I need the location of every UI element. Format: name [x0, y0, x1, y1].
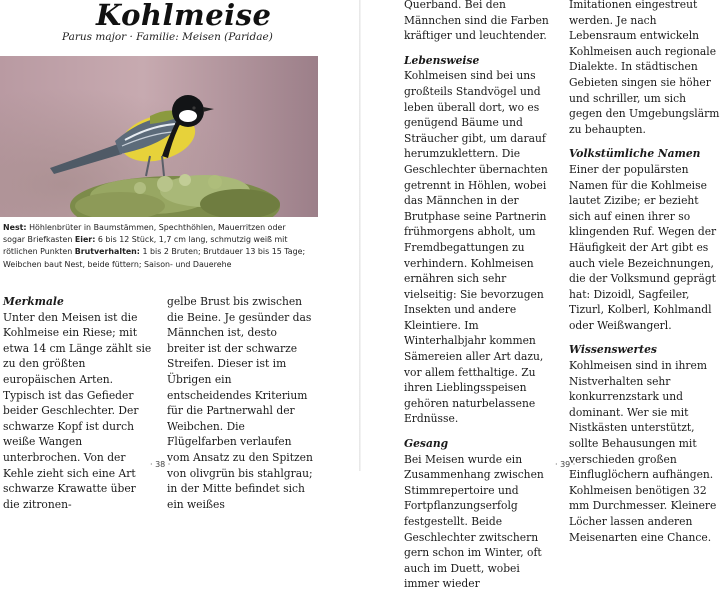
bird-photo — [0, 56, 318, 217]
caption-label-eier: Eier: — [74, 235, 96, 245]
merkmale-text-1: Unter den Meisen ist die Kohlmeise ein Riese; mit etwa 14 cm Länge zählt sie zu den größten europäischen Arten. Typisch ist das Gefieder beider Geschlechter. Der schwarze Kopf ist durch weiße Wangen unterbrochen. Von der Kehle zieht sich eine Art schwarze Krawatte über die zitronen- — [3, 310, 152, 511]
page-title: Kohlmeise — [96, 0, 272, 32]
left-page — [0, 0, 360, 511]
caption-label-nest: Nest: — [3, 223, 27, 232]
caption-text-nest: Höhlenbrüter in Baumstämmen, Spechthöhlen, Mauerritzen oder sogar Briefkasten — [3, 223, 286, 245]
namen-text: Einer der populärsten Namen für die Kohlmeise lautet Zizibe; er bezieht sich auf einen ihrer so klingenden Ruf. Wegen der Häufigkeit der Art gibt es auch viele Bezeichnungen, die der Volksmund geprägt hat: Dizoidl, Sagfeiler, Tizurl, Kolberl, Kohlmandl oder Weißwangerl. — [569, 162, 717, 332]
page-number-right: · 39 · — [555, 460, 576, 469]
nest-info-caption — [3, 222, 309, 271]
right-column-1 — [404, 0, 556, 592]
gesang-continued: Imitationen eingestreut werden. Je nach Lebensraum entwickeln Kohlmeisen auch regionale Dialekte. In städtischen Gebieten singen sie höher und schriller, um sich gegen den Umgebungslärm zu behaupten. — [569, 0, 720, 136]
merkmale-continued: Querband. Bei den Männchen sind die Farben kräftiger und leuchtender. — [404, 0, 549, 43]
caption-label-brutverhalten: Brutverhalten: — [74, 247, 140, 257]
gesang-text: Bei Meisen wurde ein Zusammenhang zwischen Stimmrepertoire und Fortpflanzungserfolg festgestellt. Beide Geschlechter zwitschern gern schon im Winter, oft auch im Duett, wobei immer wieder — [404, 452, 544, 591]
section-heading-volkstuemliche-namen: Volkstümliche Namen — [569, 147, 701, 161]
great-tit-illustration — [0, 56, 318, 217]
left-column-2 — [167, 294, 317, 512]
right-page — [360, 0, 720, 591]
left-column-1 — [3, 294, 155, 512]
lebensweise-text: Kohlmeisen sind bei uns großteils Standvögel und leben überall dort, wo es genügend Bäume und Sträucher gibt, um darauf herumzuklettern. Die Geschlechter übernachten getrennt in Höhlen, wobei das Männchen in der Brutphase seine Partnerin frühmorgens abholt, um Fremdbegattungen zu verhindern. Kohlmeisen ernähren sich sehr vielseitig: Sie bevorzugen Insekten und andere Kleintiere. Im Winterhalbjahr kommen Sämereien aller Art dazu, vor allem fetthaltige. Zu ihren Lieblingsspeisen gehören naturbelassene Erdnüsse. — [404, 69, 548, 426]
wissenswertes-text: Kohlmeisen sind in ihrem Nistverhalten sehr konkurrenzstark und dominant. Wer sie mit Nistkästen unterstützt, sollte Behausungen mit verschieden großen Einfluglöchern aufhängen. Kohlmeisen benötigen 32 mm Durchmesser. Kleinere Löcher lassen anderen Meisenarten eine Chance. — [569, 359, 717, 544]
section-heading-gesang: Gesang — [404, 437, 449, 451]
caption-text-brutverhalten: 1 bis 2 Bruten; Brutdauer 13 bis 15 Tage; Weibchen baut Nest, beide füttern; Saison- und Dauerehe — [3, 247, 306, 269]
right-column-2 — [569, 0, 720, 545]
merkmale-text-2: gelbe Brust bis zwischen die Beine. Je gesünder das Männchen ist, desto breiter ist der schwarze Streifen. Dieser ist im Übrigen ein entscheidendes Kriterium für die Partnerwahl der Weibchen. Die Flügelfarben verlaufen vom Ansatz zu den Spitzen von olivgrün bis stahlgrau; in der Mitte befindet sich ein weißes — [167, 295, 313, 511]
caption-text-eier: 6 bis 12 Stück, 1,7 cm lang, schmutzig weiß mit rötlichen Punkten — [3, 235, 288, 257]
page-number-left: · 38 · — [150, 460, 171, 469]
section-heading-wissenswertes: Wissenswertes — [569, 343, 657, 357]
section-heading-merkmale: Merkmale — [3, 295, 64, 308]
section-heading-lebensweise: Lebensweise — [404, 53, 480, 67]
species-subtitle: Parus major · Familie: Meisen (Paridae) — [62, 31, 273, 43]
